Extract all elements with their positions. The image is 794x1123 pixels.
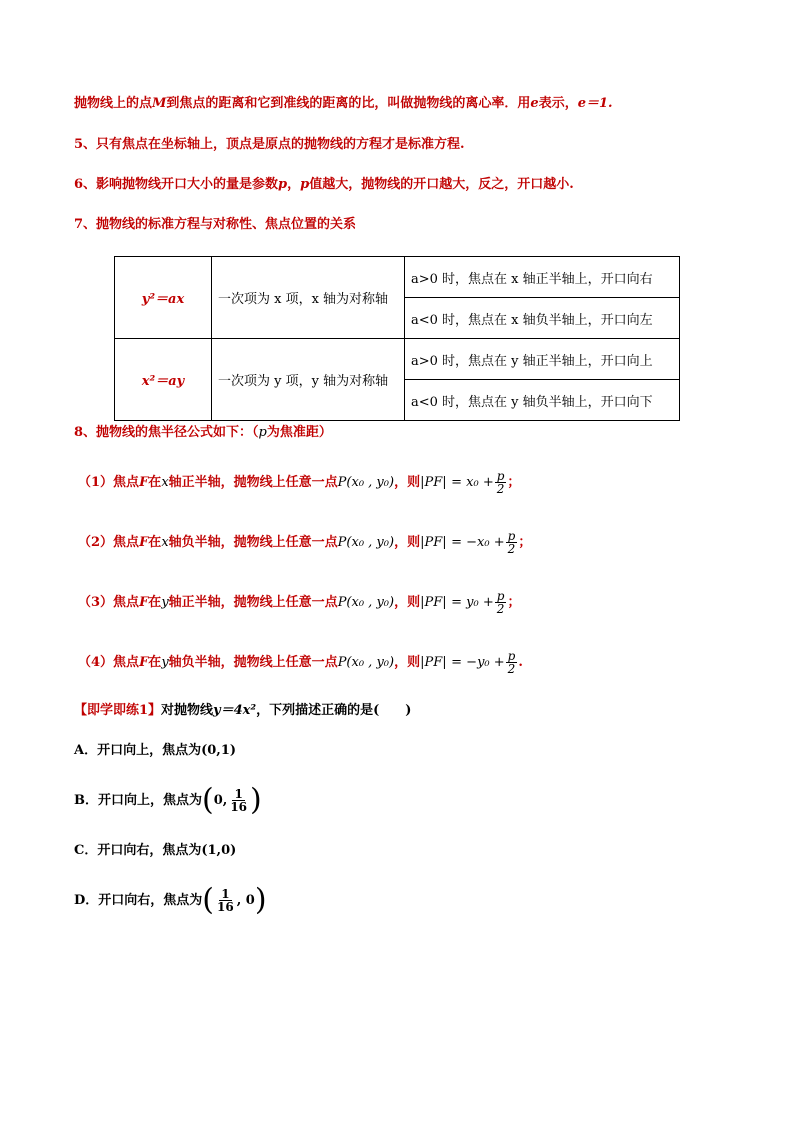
item-6: 6、影响抛物线开口大小的量是参数p，p值越大，抛物线的开口越大，反之，开口越小. xyxy=(74,177,574,192)
item-8-heading: 8、抛物线的焦半径公式如下：（p为焦准距） xyxy=(74,425,332,440)
focal-radius-formula: （1）焦点F在x轴正半轴，抛物线上任意一点P(x₀ , y₀)，则|PF| = x₀ + $\frac{p}{2}$ ； xyxy=(78,469,521,496)
table-row xyxy=(115,339,680,380)
equation-cell: x²＝ay xyxy=(115,339,212,421)
case-cell: a<0 时，焦点在 x 轴负半轴上，开口向左 xyxy=(405,298,680,339)
var-M: M xyxy=(152,96,167,111)
item-5: 5、只有焦点在坐标轴上，顶点是原点的抛物线的方程才是标准方程. xyxy=(74,137,465,152)
exercise-question: 【即学即练1】对抛物线y＝4x²，下列描述正确的是( ) xyxy=(74,703,412,718)
eccentricity-value: e＝1. xyxy=(577,96,613,111)
focal-radius-formula: （2）焦点F在x轴负半轴，抛物线上任意一点P(x₀ , y₀)，则|PF| = −x₀ + $\frac{p}{2}$ ； xyxy=(78,529,532,556)
option-c[interactable]: C．开口向右，焦点为(1,0) xyxy=(74,843,237,858)
case-cell: a>0 时，焦点在 x 轴正半轴上，开口向右 xyxy=(405,257,680,298)
item-7-heading: 7、抛物线的标准方程与对称性、焦点位置的关系 xyxy=(74,217,357,232)
case-cell: a>0 时，焦点在 y 轴正半轴上，开口向上 xyxy=(405,339,680,380)
focal-radius-formula: （3）焦点F在y轴正半轴，抛物线上任意一点P(x₀ , y₀)，则|PF| = y₀ + $\frac{p}{2}$ ； xyxy=(78,589,521,616)
description-cell: 一次项为 x 项，x 轴为对称轴 xyxy=(212,257,405,339)
option-a[interactable]: A．开口向上，焦点为(0,1) xyxy=(74,743,237,758)
equation-cell: y²＝ax xyxy=(115,257,212,339)
case-cell: a<0 时，焦点在 y 轴负半轴上，开口向下 xyxy=(405,380,680,421)
option-b[interactable]: B．开口向上，焦点为(0, $\frac{1}{16}$ ) xyxy=(74,782,262,818)
table-row xyxy=(115,257,680,298)
eccentricity-line: 抛物线上的点M到焦点的距离和它到准线的距离的比，叫做抛物线的离心率．用e表示，e＝1. xyxy=(74,96,613,111)
description-cell: 一次项为 y 项，y 轴为对称轴 xyxy=(212,339,405,421)
exercise-tag: 【即学即练1】 xyxy=(74,703,162,718)
focal-radius-formula: （4）焦点F在y轴负半轴，抛物线上任意一点P(x₀ , y₀)，则|PF| = −y₀ + $\frac{p}{2}$ . xyxy=(78,649,523,676)
option-d[interactable]: D．开口向右，焦点为( $\frac{1}{16}$ , 0) xyxy=(74,882,267,918)
parabola-relation-table xyxy=(114,256,680,421)
var-e: e xyxy=(530,96,539,111)
